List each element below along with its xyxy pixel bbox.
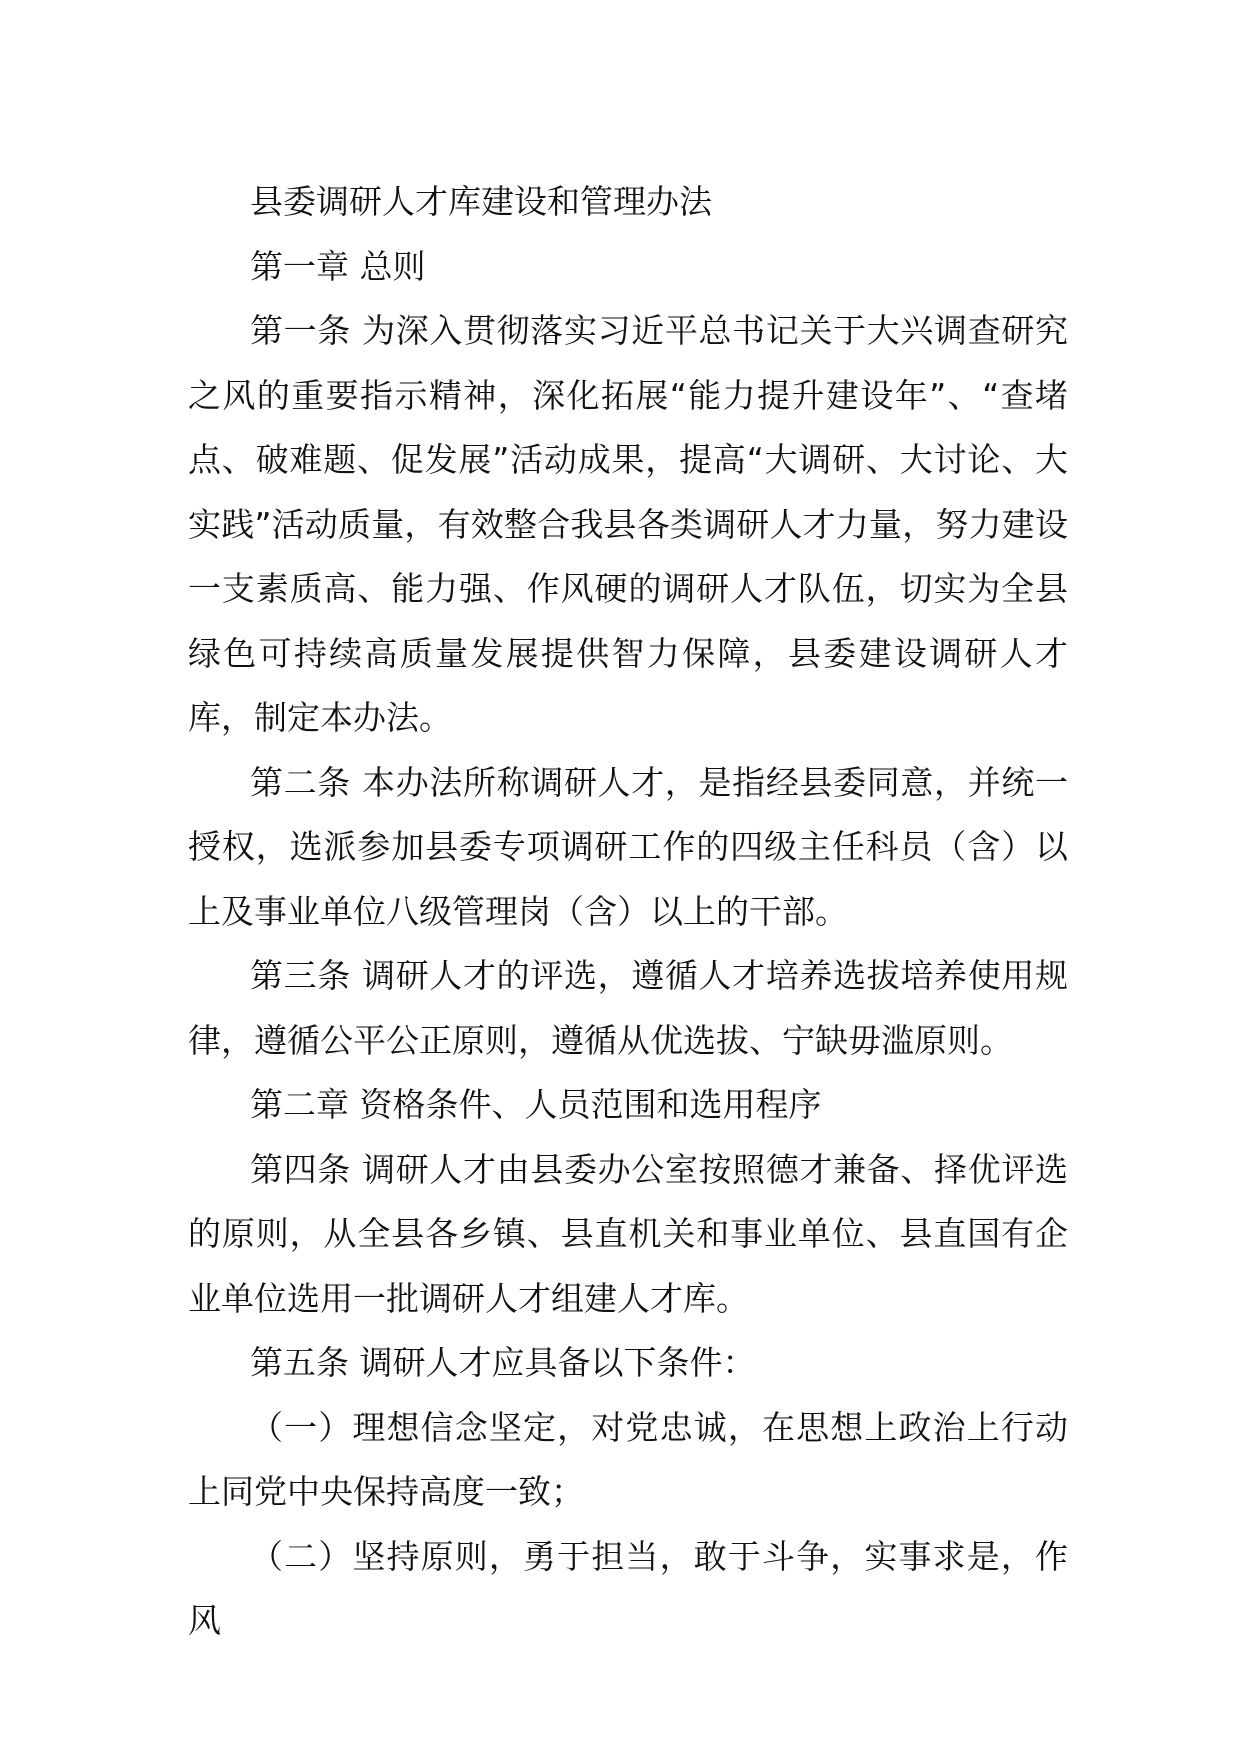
chapter-2-heading: 第二章 资格条件、人员范围和选用程序 <box>250 1085 822 1124</box>
article-4: 第四条 调研人才由县委办公室按照德才兼备、择优评选的原则，从全县各乡镇、县直机关和事业单位、县直国有企业单位选用一批调研人才组建人才库。 <box>188 1149 1068 1318</box>
article-1: 第一条 为深入贯彻落实习近平总书记关于大兴调查研究之风的重要指示精神，深化拓展“能力提升建设年”、“查堵点、破难题、促发展”活动成果，提高“大调研、大讨论、大实践”活动质量，有效整合我县各类调研人才力量，努力建设一支素质高、能力强、作风硬的调研人才队伍，切实为全县绿色可持续高质量发展提供智力保障，县委建设调研人才库，制定本办法。 <box>188 311 1068 737</box>
article-3: 第三条 调研人才的评选，遵循人才培养选拔培养使用规律，遵循公平公正原则，遵循从优选拔、宁缺毋滥原则。 <box>188 956 1068 1060</box>
chapter-1-heading: 第一章 总则 <box>250 246 426 286</box>
document-title: 县委调研人才库建设和管理办法 <box>250 182 712 221</box>
article-5: 第五条 调研人才应具备以下条件： <box>250 1343 756 1382</box>
document-page <box>188 170 1068 1654</box>
condition-1: （一）理想信念坚定，对党忠诚，在思想上政治上行动上同党中央保持高度一致； <box>188 1407 1068 1511</box>
article-2: 第二条 本办法所称调研人才，是指经县委同意，并统一授权，选派参加县委专项调研工作的四级主任科员（含）以上及事业单位八级管理岗（含）以上的干部。 <box>188 762 1068 931</box>
condition-2: （二）坚持原则，勇于担当，敢于斗争，实事求是，作风 <box>188 1536 1068 1640</box>
